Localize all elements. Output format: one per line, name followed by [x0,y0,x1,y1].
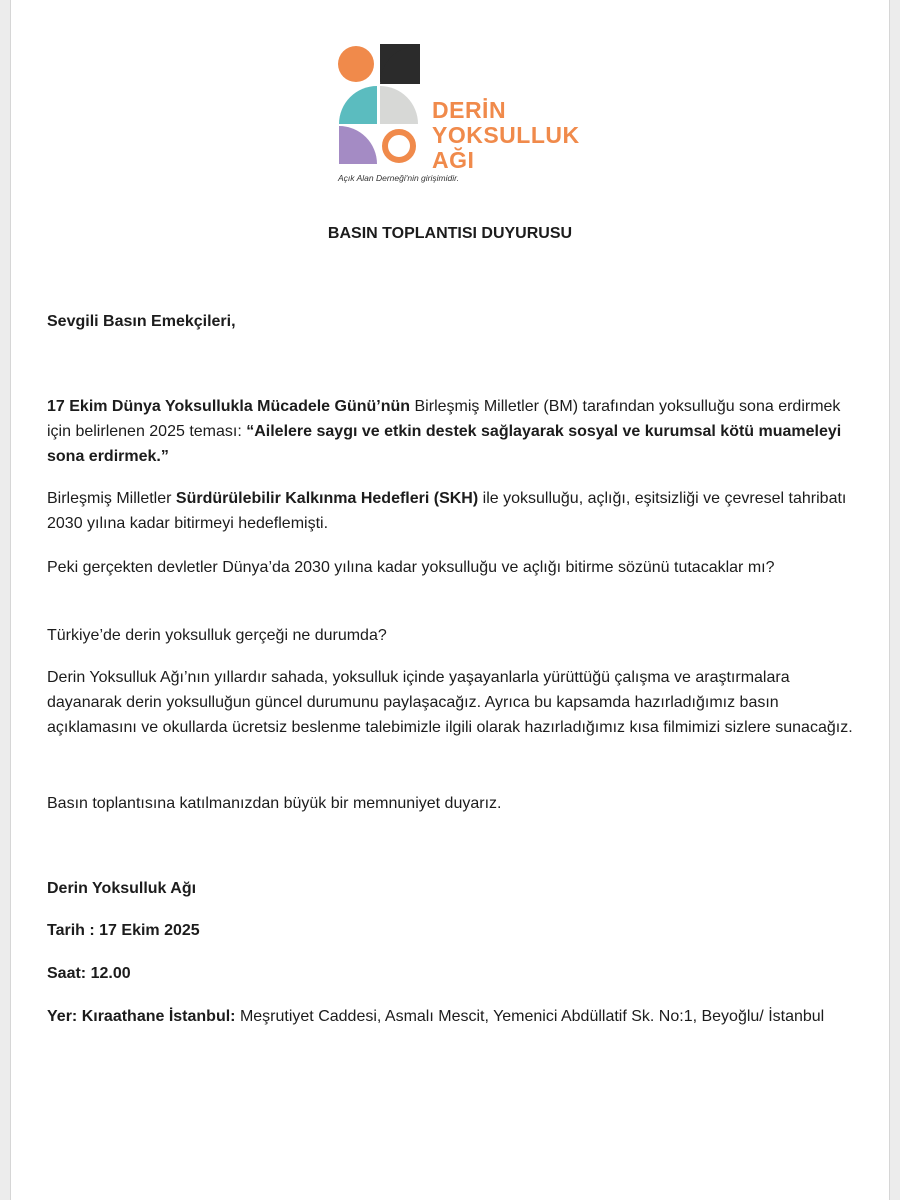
greeting: Sevgili Basın Emekçileri, [47,313,236,330]
paragraph-sdg [47,486,862,536]
page-edge-left [0,0,11,1200]
logo-word-1: DERİN [432,97,507,123]
event-time: Saat: 12.00 [47,965,131,982]
paragraph-theme-text: Birleşmiş Milletler (BM) tarafından yoksulluğu sona erdirmek için belirlenen 2025 teması: [47,398,841,440]
paragraph-sdg-text-end: ile yoksulluğu, açlığı, eşitsizliği ve çevresel tahribatı 2030 yılına kadar bitirmeyi hedeflemişti. [47,490,847,532]
event-place [47,1004,862,1029]
logo-mark-icon [336,42,426,172]
paragraph-sdg-text-start: Birleşmiş Milletler [47,490,176,507]
paragraph-closing: Basın toplantısına katılmanızdan büyük bir memnuniyet duyarız. [47,795,502,812]
document-title: BASIN TOPLANTISI DUYURUSU [327,225,573,242]
paragraph-theme-quote: “Ailelere saygı ve etkin destek sağlayarak sosyal ve kurumsal kötü muameleyi sona erdirmek.” [47,423,842,465]
logo-word-2: YOKSULLUK [432,122,580,148]
event-place-address: Meşrutiyet Caddesi, Asmalı Mescit, Yemenici Abdüllatif Sk. No:1, Beyoğlu/ İstanbul [235,1008,825,1025]
paragraph-theme-bold-start: 17 Ekim Dünya Yoksullukla Mücadele Günü’nün [47,398,411,415]
paragraph-question-2: Türkiye’de derin yoksulluk gerçeği ne durumda? [47,627,387,644]
signature: Derin Yoksulluk Ağı [47,880,197,897]
paragraph-question-1: Peki gerçekten devletler Dünya’da 2030 yılına kadar yoksulluğu ve açlığı bitirme sözünü tutacaklar mı? [47,559,775,576]
event-date: Tarih : 17 Ekim 2025 [47,922,200,939]
paragraph-sdg-bold: Sürdürülebilir Kalkınma Hedefleri (SKH) [175,490,479,507]
paragraph-details: Derin Yoksulluk Ağı’nın yıllardır sahada, yoksulluk içinde yaşayanlarla yürüttüğü çalışma ve araştırmalara dayanarak derin yoksulluğun güncel durumunu paylaşacağız. Ayrıca bu kapsamda hazırladığımız basın açıklamasını ve okullarda ücretsiz beslenme talebimizle ilgili olarak hazırladığımız kısa filmimizi sizlere sunacağız. [47,669,853,736]
logo-tagline: Açık Alan Derneği'nin girişimidir. [338,173,459,183]
page-edge-right [889,0,900,1200]
logo-word-3: AĞI [432,147,475,173]
paragraph-theme [47,394,862,469]
event-place-label: Yer: Kıraathane İstanbul: [47,1008,236,1025]
organization-logo [336,42,580,192]
